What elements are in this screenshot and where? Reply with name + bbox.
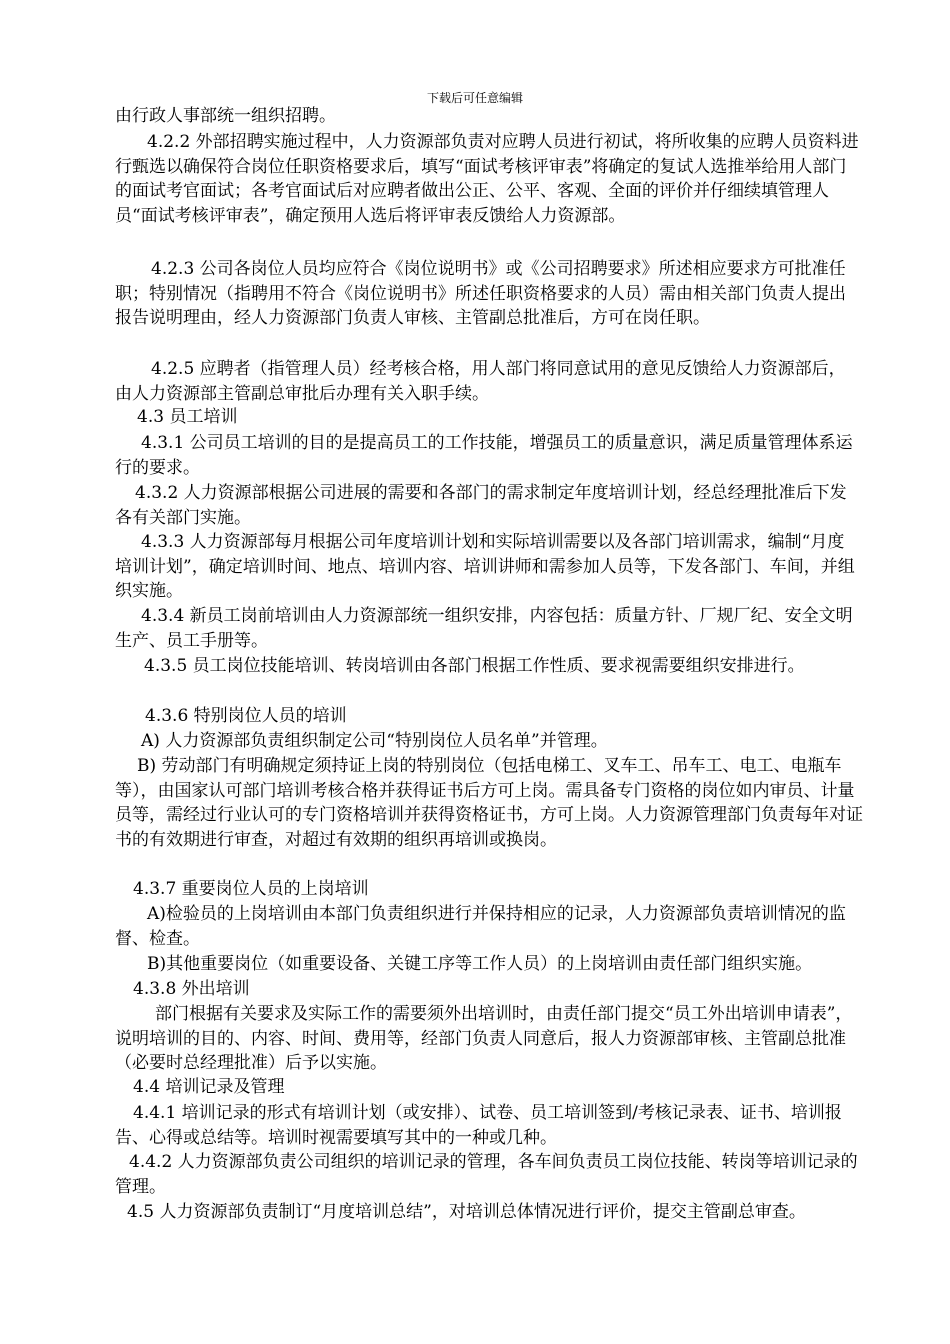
paragraph-4-2-3: 4.2.3 公司各岗位人员均应符合《岗位说明书》或《公司招聘要求》所述相应要求方可批准任职；特别情况（指聘用不符合《岗位说明书》所述任职资格要求的人员）需由相关部门负责人提出报告说明理由，经人力资源部门负责人审核、主管副总批准后，方可在岗任职。 — [115, 259, 846, 328]
paragraph-4-3-3: 4.3.3 人力资源部每月根据公司年度培训计划和实际培训需要以及各部门培训需求，编制“月度培训计划”，确定培训时间、地点、培训内容、培训讲师和需参加人员等，下发各部门、车间，并组织实施。 — [115, 532, 855, 601]
paragraph-4-2-5: 4.2.5 应聘者（指管理人员）经考核合格，用人部门将同意试用的意见反馈给人力资源部后，由人力资源部主管副总审批后办理有关入职手续。 — [115, 359, 846, 404]
heading-4-3-7: 4.3.7 重要岗位人员的上岗培训 — [133, 879, 369, 899]
paragraph-4-3-2: 4.3.2 人力资源部根据公司进展的需要和各部门的需求制定年度培训计划，经总经理批准后下发各有关部门实施。 — [115, 483, 847, 528]
page-header-note: 下载后可任意编辑 — [426, 91, 523, 105]
paragraph-intro: 由行政人事部统一组织招聘。 — [115, 106, 336, 126]
paragraph-4-2-2: 4.2.2 外部招聘实施过程中，人力资源部负责对应聘人员进行初试，将所收集的应聘人员资料进行甄选以确保符合岗位任职资格要求后，填写“面试考核评审表”将确定的复试人选推举给用人部门的面试考官面试；各考官面试后对应聘者做出公正、公平、客观、全面的评价并仔细续填管理人员“面试考核评审表”，确定预用人选后将评审表反馈给人力资源部。 — [115, 132, 859, 226]
paragraph-4-3-5: 4.3.5 员工岗位技能培训、转岗培训由各部门根据工作性质、要求视需要组织安排进行。 — [144, 656, 805, 676]
heading-4-3: 4.3 员工培训 — [137, 407, 238, 427]
paragraph-4-3-6-a: A) 人力资源部负责组织制定公司“特别岗位人员名单”并管理。 — [141, 731, 608, 751]
paragraph-4-4-1: 4.4.1 培训记录的形式有培训计划（或安排）、试卷、员工培训签到/考核记录表、证书、培训报告、心得或总结等。培训时视需要填写其中的一种或几种。 — [115, 1103, 842, 1148]
paragraph-4-3-7-b: B)其他重要岗位（如重要设备、关键工序等工作人员）的上岗培训由责任部门组织实施。 — [147, 954, 813, 974]
paragraph-4-3-7-a: A)检验员的上岗培训由本部门负责组织进行并保持相应的记录，人力资源部负责培训情况的监督、检查。 — [115, 904, 846, 949]
paragraph-4-3-1: 4.3.1 公司员工培训的目的是提高员工的工作技能，增强员工的质量意识，满足质量管理体系运行的要求。 — [115, 433, 853, 478]
heading-4-3-6: 4.3.6 特别岗位人员的培训 — [145, 706, 347, 726]
heading-4-3-8: 4.3.8 外出培训 — [133, 979, 250, 999]
paragraph-4-3-6-b: B) 劳动部门有明确规定须持证上岗的特别岗位（包括电梯工、叉车工、吊车工、电工、电瓶车等），由国家认可部门培训考核合格并获得证书后方可上岗。需具备专门资格的岗位如内审员、计量员等，需经过行业认可的专门资格培训并获得资格证书，方可上岗。人力资源管理部门负责每年对证书的有效期进行审查，对超过有效期的组织再培训或换岗。 — [115, 756, 863, 850]
paragraph-4-3-4: 4.3.4 新员工岗前培训由人力资源部统一组织安排，内容包括：质量方针、厂规厂纪、安全文明生产、员工手册等。 — [115, 606, 853, 651]
heading-4-4: 4.4 培训记录及管理 — [133, 1077, 285, 1097]
paragraph-4-4-2: 4.4.2 人力资源部负责公司组织的培训记录的管理，各车间负责员工岗位技能、转岗等培训记录的管理。 — [115, 1152, 858, 1197]
paragraph-4-5: 4.5 人力资源部负责制订“月度培训总结”，对培训总体情况进行评价，提交主管副总审查。 — [127, 1202, 806, 1222]
paragraph-4-3-8: 部门根据有关要求及实际工作的需要须外出培训时，由责任部门提交“员工外出培训申请表”，说明培训的目的、内容、时间、费用等，经部门负责人同意后，报人力资源部审核、主管副总批准（必要时总经理批准）后予以实施。 — [115, 1004, 853, 1073]
